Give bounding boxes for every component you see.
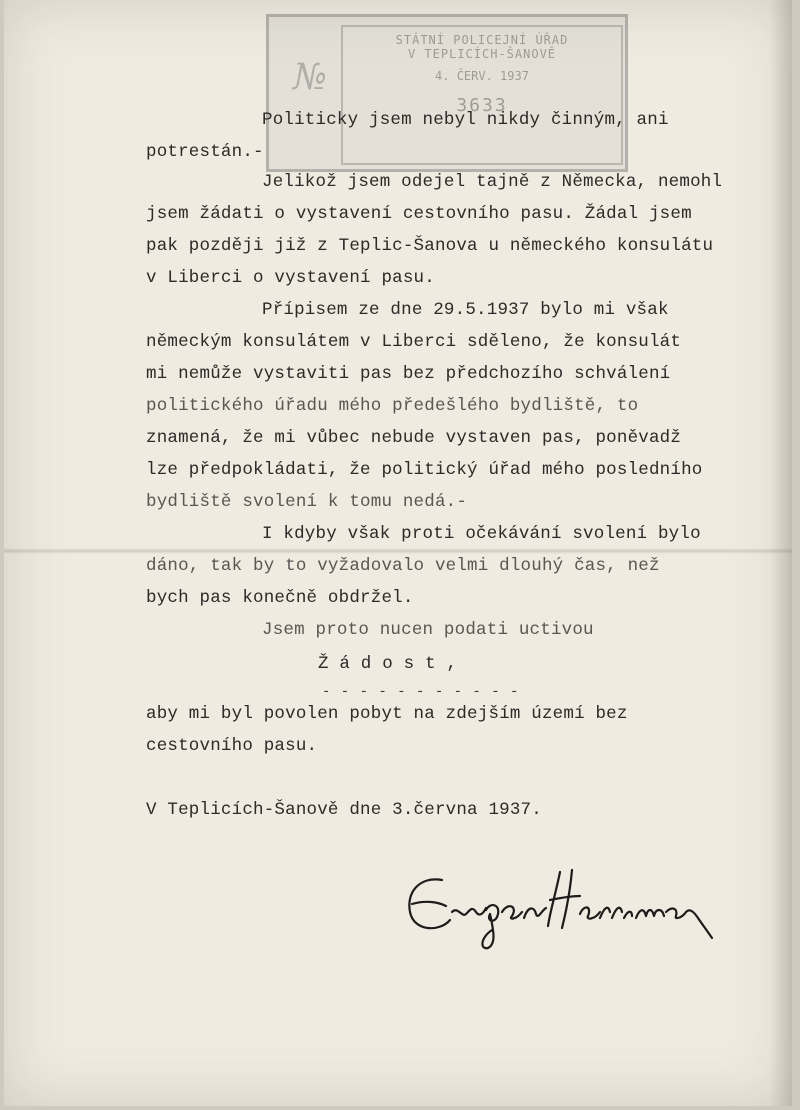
signature-drawing bbox=[400, 862, 730, 952]
text-line: Přípisem ze dne 29.5.1937 bylo mi však bbox=[262, 300, 669, 320]
text-line: bych pas konečně obdržel. bbox=[146, 588, 414, 608]
handwritten-signature bbox=[400, 862, 730, 957]
text-line: I kdyby však proti očekávání svolení bylo bbox=[262, 524, 701, 544]
date-line: V Teplicích-Šanově dne 3.června 1937. bbox=[146, 800, 542, 820]
heading-underline: - - - - - - - - - - - bbox=[322, 684, 520, 700]
request-heading: Ž á d o s t , bbox=[318, 654, 458, 674]
text-line: cestovního pasu. bbox=[146, 736, 318, 756]
text-line: jsem žádati o vystavení cestovního pasu. Žádal jsem bbox=[146, 204, 692, 224]
text-line: Jsem proto nucen podati uctivou bbox=[262, 620, 594, 640]
text-line: bydliště svolení k tomu nedá.- bbox=[146, 492, 468, 512]
paper-edge-shadow bbox=[770, 0, 792, 1106]
text-line: politického úřadu mého předešlého bydliště, to bbox=[146, 396, 639, 416]
text-line: německým konsulátem v Liberci sděleno, že konsulát bbox=[146, 332, 682, 352]
stamp-city: V TEPLICÍCH-ŠANOVĚ bbox=[407, 47, 557, 61]
text-line: pak později již z Teplic-Šanova u německého konsulátu bbox=[146, 236, 714, 256]
stamp-initials: № bbox=[293, 57, 328, 98]
text-line: Politicky jsem nebyl nikdy činným, ani bbox=[262, 110, 669, 130]
text-line: potrestán.- bbox=[146, 142, 264, 162]
text-line: lze předpokládati, že politický úřad mého posledního bbox=[146, 460, 703, 480]
official-stamp bbox=[266, 14, 628, 172]
text-line: v Liberci o vystavení pasu. bbox=[146, 268, 435, 288]
document-page bbox=[4, 0, 792, 1106]
stamp-date: 4. ČERV. 1937 bbox=[435, 69, 529, 83]
paper-fold bbox=[4, 548, 792, 554]
text-line: dáno, tak by to vyžadovalo velmi dlouhý čas, než bbox=[146, 556, 660, 576]
text-line: aby mi byl povolen pobyt na zdejším území bez bbox=[146, 704, 628, 724]
text-line: Jelikož jsem odejel tajně z Německa, nemohl bbox=[262, 172, 723, 192]
text-line: znamená, že mi vůbec nebude vystaven pas, poněvadž bbox=[146, 428, 682, 448]
text-line: mi nemůže vystaviti pas bez předchozího schválení bbox=[146, 364, 671, 384]
stamp-box bbox=[341, 25, 623, 165]
stamp-number: 3633 bbox=[456, 95, 508, 116]
stamp-office: STÁTNÍ POLICEJNÍ ÚŘAD bbox=[395, 33, 569, 47]
